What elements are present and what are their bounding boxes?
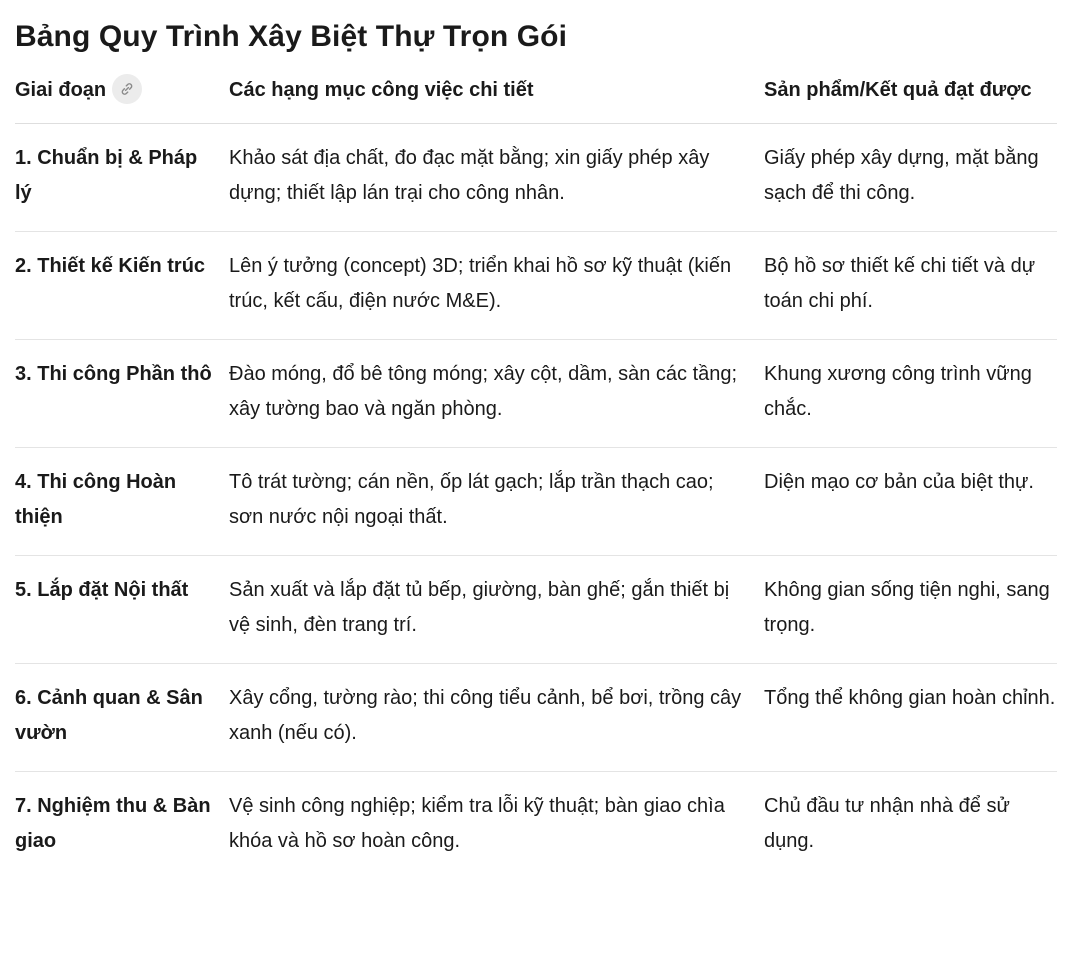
link-icon-glyph <box>120 82 134 96</box>
cell-tasks: Vệ sinh công nghiệp; kiểm tra lỗi kỹ thuật; bàn giao chìa khóa và hồ sơ hoàn công. <box>229 795 725 852</box>
cell-tasks: Xây cổng, tường rào; thi công tiểu cảnh, bể bơi, trồng cây xanh (nếu có). <box>229 664 764 772</box>
cell-phase: 6. Cảnh quan & Sân vườn <box>15 664 229 772</box>
cell-phase: 7. Nghiệm thu & Bàn giao <box>15 795 211 852</box>
cell-tasks: Đào móng, đổ bê tông móng; xây cột, dầm, sàn các tầng; xây tường bao và ngăn phòng. <box>229 340 764 448</box>
cell-phase: 5. Lắp đặt Nội thất <box>15 556 229 664</box>
header-row <box>15 73 1057 124</box>
cell-result: Khung xương công trình vững chắc. <box>764 340 1057 448</box>
table-header <box>15 73 1057 124</box>
table-row <box>15 448 1057 556</box>
cell-phase: 4. Thi công Hoàn thiện <box>15 448 229 556</box>
table-row <box>15 772 1057 880</box>
table-row <box>15 340 1057 448</box>
cell-tasks: Lên ý tưởng (concept) 3D; triển khai hồ sơ kỹ thuật (kiến trúc, kết cấu, điện nước M&E). <box>229 232 764 340</box>
header-phase-label: Giai đoạn <box>15 79 107 101</box>
document <box>15 0 1057 879</box>
header-phase <box>15 73 229 124</box>
table-row <box>15 556 1057 664</box>
cell-tasks: Khảo sát địa chất, đo đạc mặt bằng; xin giấy phép xây dựng; thiết lập lán trại cho công nhân. <box>229 124 764 232</box>
link-icon[interactable] <box>112 74 142 104</box>
cell-result: Không gian sống tiện nghi, sang trọng. <box>764 556 1057 664</box>
table-body <box>15 124 1057 880</box>
header-tasks: Các hạng mục công việc chi tiết <box>229 73 764 124</box>
cell-result: Giấy phép xây dựng, mặt bằng sạch để thi công. <box>764 124 1057 232</box>
cell-result: Tổng thể không gian hoàn chỉnh. <box>764 664 1057 772</box>
process-table <box>15 73 1057 879</box>
cell-phase: 2. Thiết kế Kiến trúc <box>15 232 229 340</box>
table-row <box>15 124 1057 232</box>
cell-result: Bộ hồ sơ thiết kế chi tiết và dự toán chi phí. <box>764 232 1057 340</box>
cell-result: Diện mạo cơ bản của biệt thự. <box>764 448 1057 556</box>
cell-tasks: Sản xuất và lắp đặt tủ bếp, giường, bàn ghế; gắn thiết bị vệ sinh, đèn trang trí. <box>229 556 764 664</box>
table-row <box>15 232 1057 340</box>
page-title: Bảng Quy Trình Xây Biệt Thự Trọn Gói <box>15 20 568 53</box>
cell-result: Chủ đầu tư nhận nhà để sử dụng. <box>764 795 1010 852</box>
cell-phase: 1. Chuẩn bị & Pháp lý <box>15 124 229 232</box>
header-result: Sản phẩm/Kết quả đạt được <box>764 73 1057 124</box>
cell-tasks: Tô trát tường; cán nền, ốp lát gạch; lắp trần thạch cao; sơn nước nội ngoại thất. <box>229 448 764 556</box>
cell-phase: 3. Thi công Phần thô <box>15 340 229 448</box>
table-row <box>15 664 1057 772</box>
